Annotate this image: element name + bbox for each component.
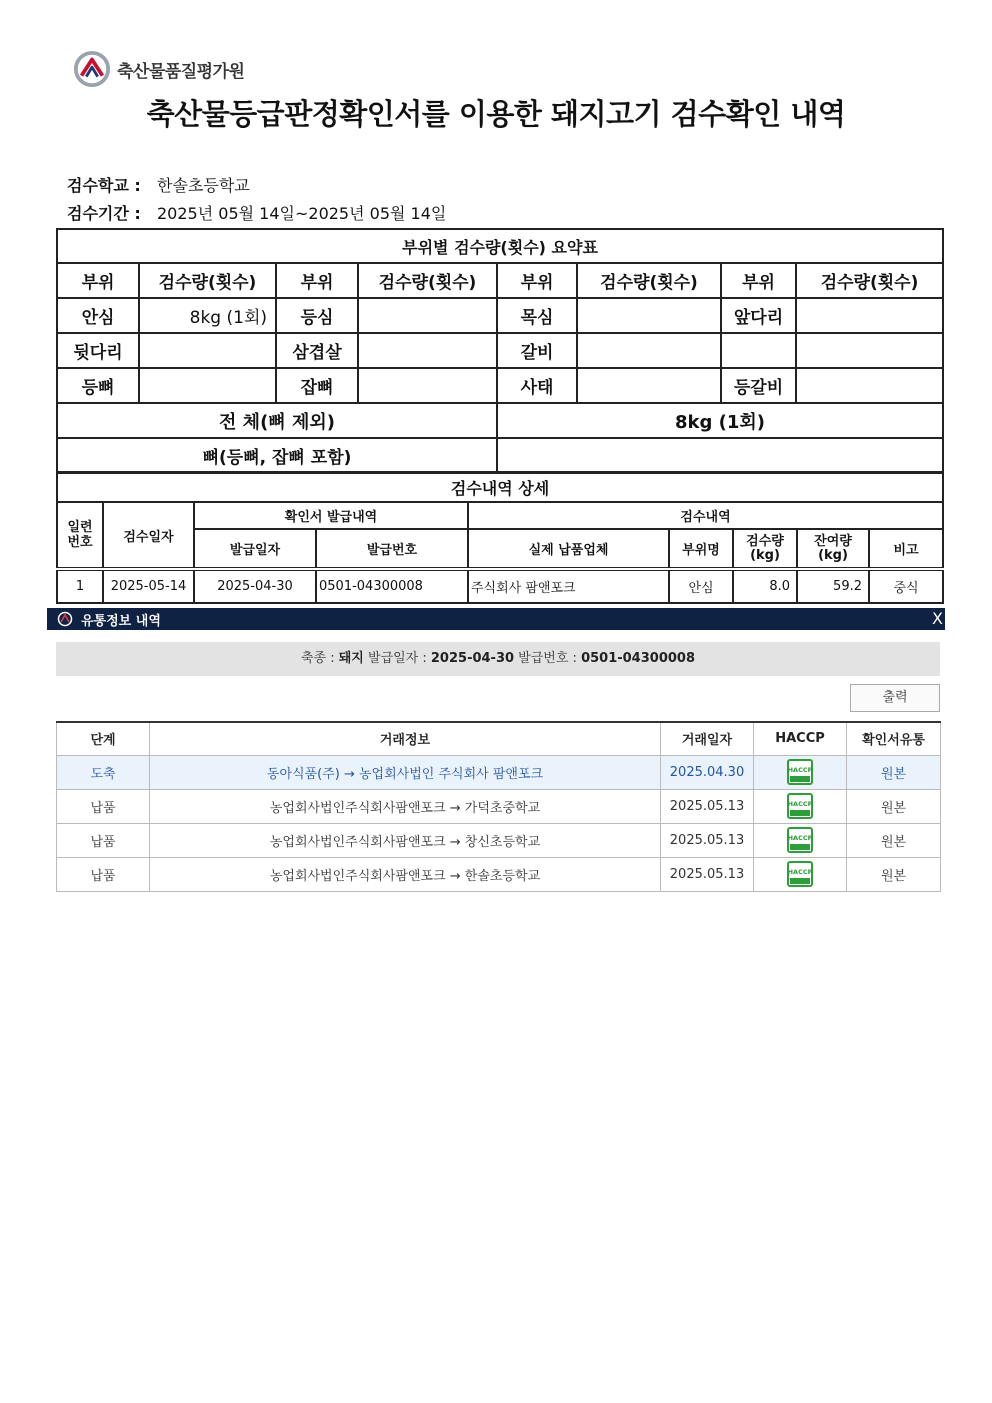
- trade-date-cell: 2025.05.13: [661, 857, 754, 891]
- trade-cell[interactable]: 동아식품(주) → 농업회사법인 주식회사 팜앤포크: [150, 755, 661, 789]
- issue-date-cell: 2025-04-30: [194, 569, 316, 603]
- col-inspect-date: 검수일자: [103, 502, 194, 569]
- bone-value: [497, 438, 943, 472]
- period-label: 검수기간 :: [67, 204, 141, 223]
- trade-cell[interactable]: 농업회사법인주식회사팜앤포크 → 한솔초등학교: [150, 857, 661, 891]
- document-title: 축산물등급판정확인서를 이용한 돼지고기 검수확인 내역: [146, 97, 846, 131]
- issue-no-value: 0501-04300008: [581, 651, 696, 666]
- trade-date-cell: 2025.05.13: [661, 823, 754, 857]
- haccp-cell: [754, 823, 847, 857]
- cert-cell: 원본: [847, 789, 941, 823]
- cert-cell: 원본: [847, 857, 941, 891]
- org-logo: [73, 50, 244, 88]
- qty-cell: [796, 368, 943, 403]
- table-row[interactable]: [57, 823, 941, 857]
- species-value: 돼지: [338, 651, 364, 666]
- trade-date-cell: 2025.04.30: [661, 755, 754, 789]
- summary-table: [56, 228, 944, 473]
- col-trade: 거래정보: [150, 722, 661, 755]
- school-label: 검수학교 :: [67, 176, 141, 195]
- close-icon[interactable]: X: [932, 609, 943, 628]
- detail-title: 검수내역 상세: [57, 473, 943, 502]
- issue-date-label: 발급일자 :: [363, 651, 431, 666]
- col-note: 비고: [869, 529, 943, 569]
- qty-cell: [577, 368, 721, 403]
- col-cert: 확인서유통: [847, 722, 941, 755]
- popup-logo-icon: [57, 611, 73, 627]
- supplier-cell: 주식회사 팜앤포크: [468, 569, 669, 603]
- period-info: [67, 201, 446, 224]
- table-row[interactable]: [57, 755, 941, 789]
- header-qty: 검수량(횟수): [577, 263, 721, 298]
- issue-date-value: 2025-04-30: [430, 651, 515, 666]
- header-qty: 검수량(횟수): [139, 263, 276, 298]
- col-part: 부위명: [669, 529, 733, 569]
- haccp-mark-text: HACCP: [787, 766, 813, 774]
- qty-cell: 8.0: [733, 569, 797, 603]
- trade-cell[interactable]: 농업회사법인주식회사팜앤포크 → 가덕초중학교: [150, 789, 661, 823]
- part-cell: 갈비: [497, 333, 577, 368]
- qty-cell: [139, 333, 276, 368]
- part-cell: 등뼈: [57, 368, 139, 403]
- table-row[interactable]: [57, 857, 941, 891]
- part-cell: 잡뼈: [276, 368, 358, 403]
- col-supplier: 실제 납품업체: [468, 529, 669, 569]
- issue-no-label: 발급번호 :: [514, 651, 582, 666]
- col-trade-date: 거래일자: [661, 722, 754, 755]
- print-button[interactable]: 출력: [850, 684, 940, 712]
- summary-title: 부위별 검수량(횟수) 요약표: [57, 229, 943, 263]
- header-part: 부위: [57, 263, 139, 298]
- school-info: [67, 173, 250, 196]
- part-cell: 앞다리: [721, 298, 796, 333]
- qty-cell: 8kg (1회): [139, 298, 276, 333]
- qty-cell: [796, 298, 943, 333]
- popup-title-bar: [47, 608, 945, 630]
- haccp-mark-icon: [787, 861, 813, 887]
- cert-cell: 원본: [847, 755, 941, 789]
- haccp-cell: [754, 789, 847, 823]
- stage-cell: 납품: [57, 857, 150, 891]
- part-cell: 안심: [669, 569, 733, 603]
- col-haccp: HACCP: [754, 722, 847, 755]
- total-value: 8kg (1회): [497, 403, 943, 438]
- header-qty: 검수량(횟수): [796, 263, 943, 298]
- table-row: [57, 569, 943, 603]
- stage-cell: 도축: [57, 755, 150, 789]
- col-qty: 검수량 (kg): [733, 529, 797, 569]
- issue-no-cell: 0501-04300008: [316, 569, 468, 603]
- serial-cell: 1: [57, 569, 103, 603]
- header-part: 부위: [721, 263, 796, 298]
- distribution-table: [56, 721, 941, 892]
- col-remain: 잔여량 (kg): [797, 529, 869, 569]
- remain-cell: 59.2: [797, 569, 869, 603]
- haccp-mark-icon: [787, 793, 813, 819]
- detail-table: [56, 472, 944, 604]
- org-name: 축산물품질평가원: [117, 61, 245, 82]
- haccp-mark-icon: [787, 759, 813, 785]
- date-cell: 2025-05-14: [103, 569, 194, 603]
- note-cell: 중식: [869, 569, 943, 603]
- col-issue-no: 발급번호: [316, 529, 468, 569]
- group-cert: 확인서 발급내역: [194, 502, 468, 529]
- part-cell: 삼겹살: [276, 333, 358, 368]
- haccp-mark-text: HACCP: [787, 834, 813, 842]
- bone-label: 뼈(등뼈, 잡뼈 포함): [57, 438, 497, 472]
- school-value: 한솔초등학교: [157, 176, 250, 195]
- header-qty: 검수량(횟수): [358, 263, 497, 298]
- haccp-mark-text: HACCP: [787, 868, 813, 876]
- period-value: 2025년 05월 14일~2025년 05월 14일: [157, 204, 447, 223]
- table-row[interactable]: [57, 789, 941, 823]
- qty-cell: [577, 298, 721, 333]
- part-cell: 목심: [497, 298, 577, 333]
- col-issue-date: 발급일자: [194, 529, 316, 569]
- qty-cell: [577, 333, 721, 368]
- total-label: 전 체(뼈 제외): [57, 403, 497, 438]
- qty-cell: [139, 368, 276, 403]
- part-cell: 사태: [497, 368, 577, 403]
- kape-logo-icon: [73, 50, 111, 88]
- qty-cell: [358, 368, 497, 403]
- haccp-mark-text: HACCP: [787, 800, 813, 808]
- cert-cell: 원본: [847, 823, 941, 857]
- group-inspect: 검수내역: [468, 502, 943, 529]
- qty-cell: [796, 333, 943, 368]
- species-label: 축종 :: [300, 651, 339, 666]
- part-cell: 등갈비: [721, 368, 796, 403]
- part-cell: 등심: [276, 298, 358, 333]
- stage-cell: 납품: [57, 789, 150, 823]
- popup-title: 유통정보 내역: [81, 613, 161, 629]
- qty-cell: [358, 333, 497, 368]
- header-part: 부위: [276, 263, 358, 298]
- part-cell: 뒷다리: [57, 333, 139, 368]
- header-part: 부위: [497, 263, 577, 298]
- part-cell: 안심: [57, 298, 139, 333]
- haccp-mark-icon: [787, 827, 813, 853]
- col-serial: 일련 번호: [57, 502, 103, 569]
- haccp-cell: [754, 755, 847, 789]
- col-stage: 단계: [57, 722, 150, 755]
- popup-info-bar: [56, 642, 940, 676]
- qty-cell: [358, 298, 497, 333]
- trade-date-cell: 2025.05.13: [661, 789, 754, 823]
- trade-cell[interactable]: 농업회사법인주식회사팜앤포크 → 창신초등학교: [150, 823, 661, 857]
- stage-cell: 납품: [57, 823, 150, 857]
- haccp-cell: [754, 857, 847, 891]
- part-cell: [721, 333, 796, 368]
